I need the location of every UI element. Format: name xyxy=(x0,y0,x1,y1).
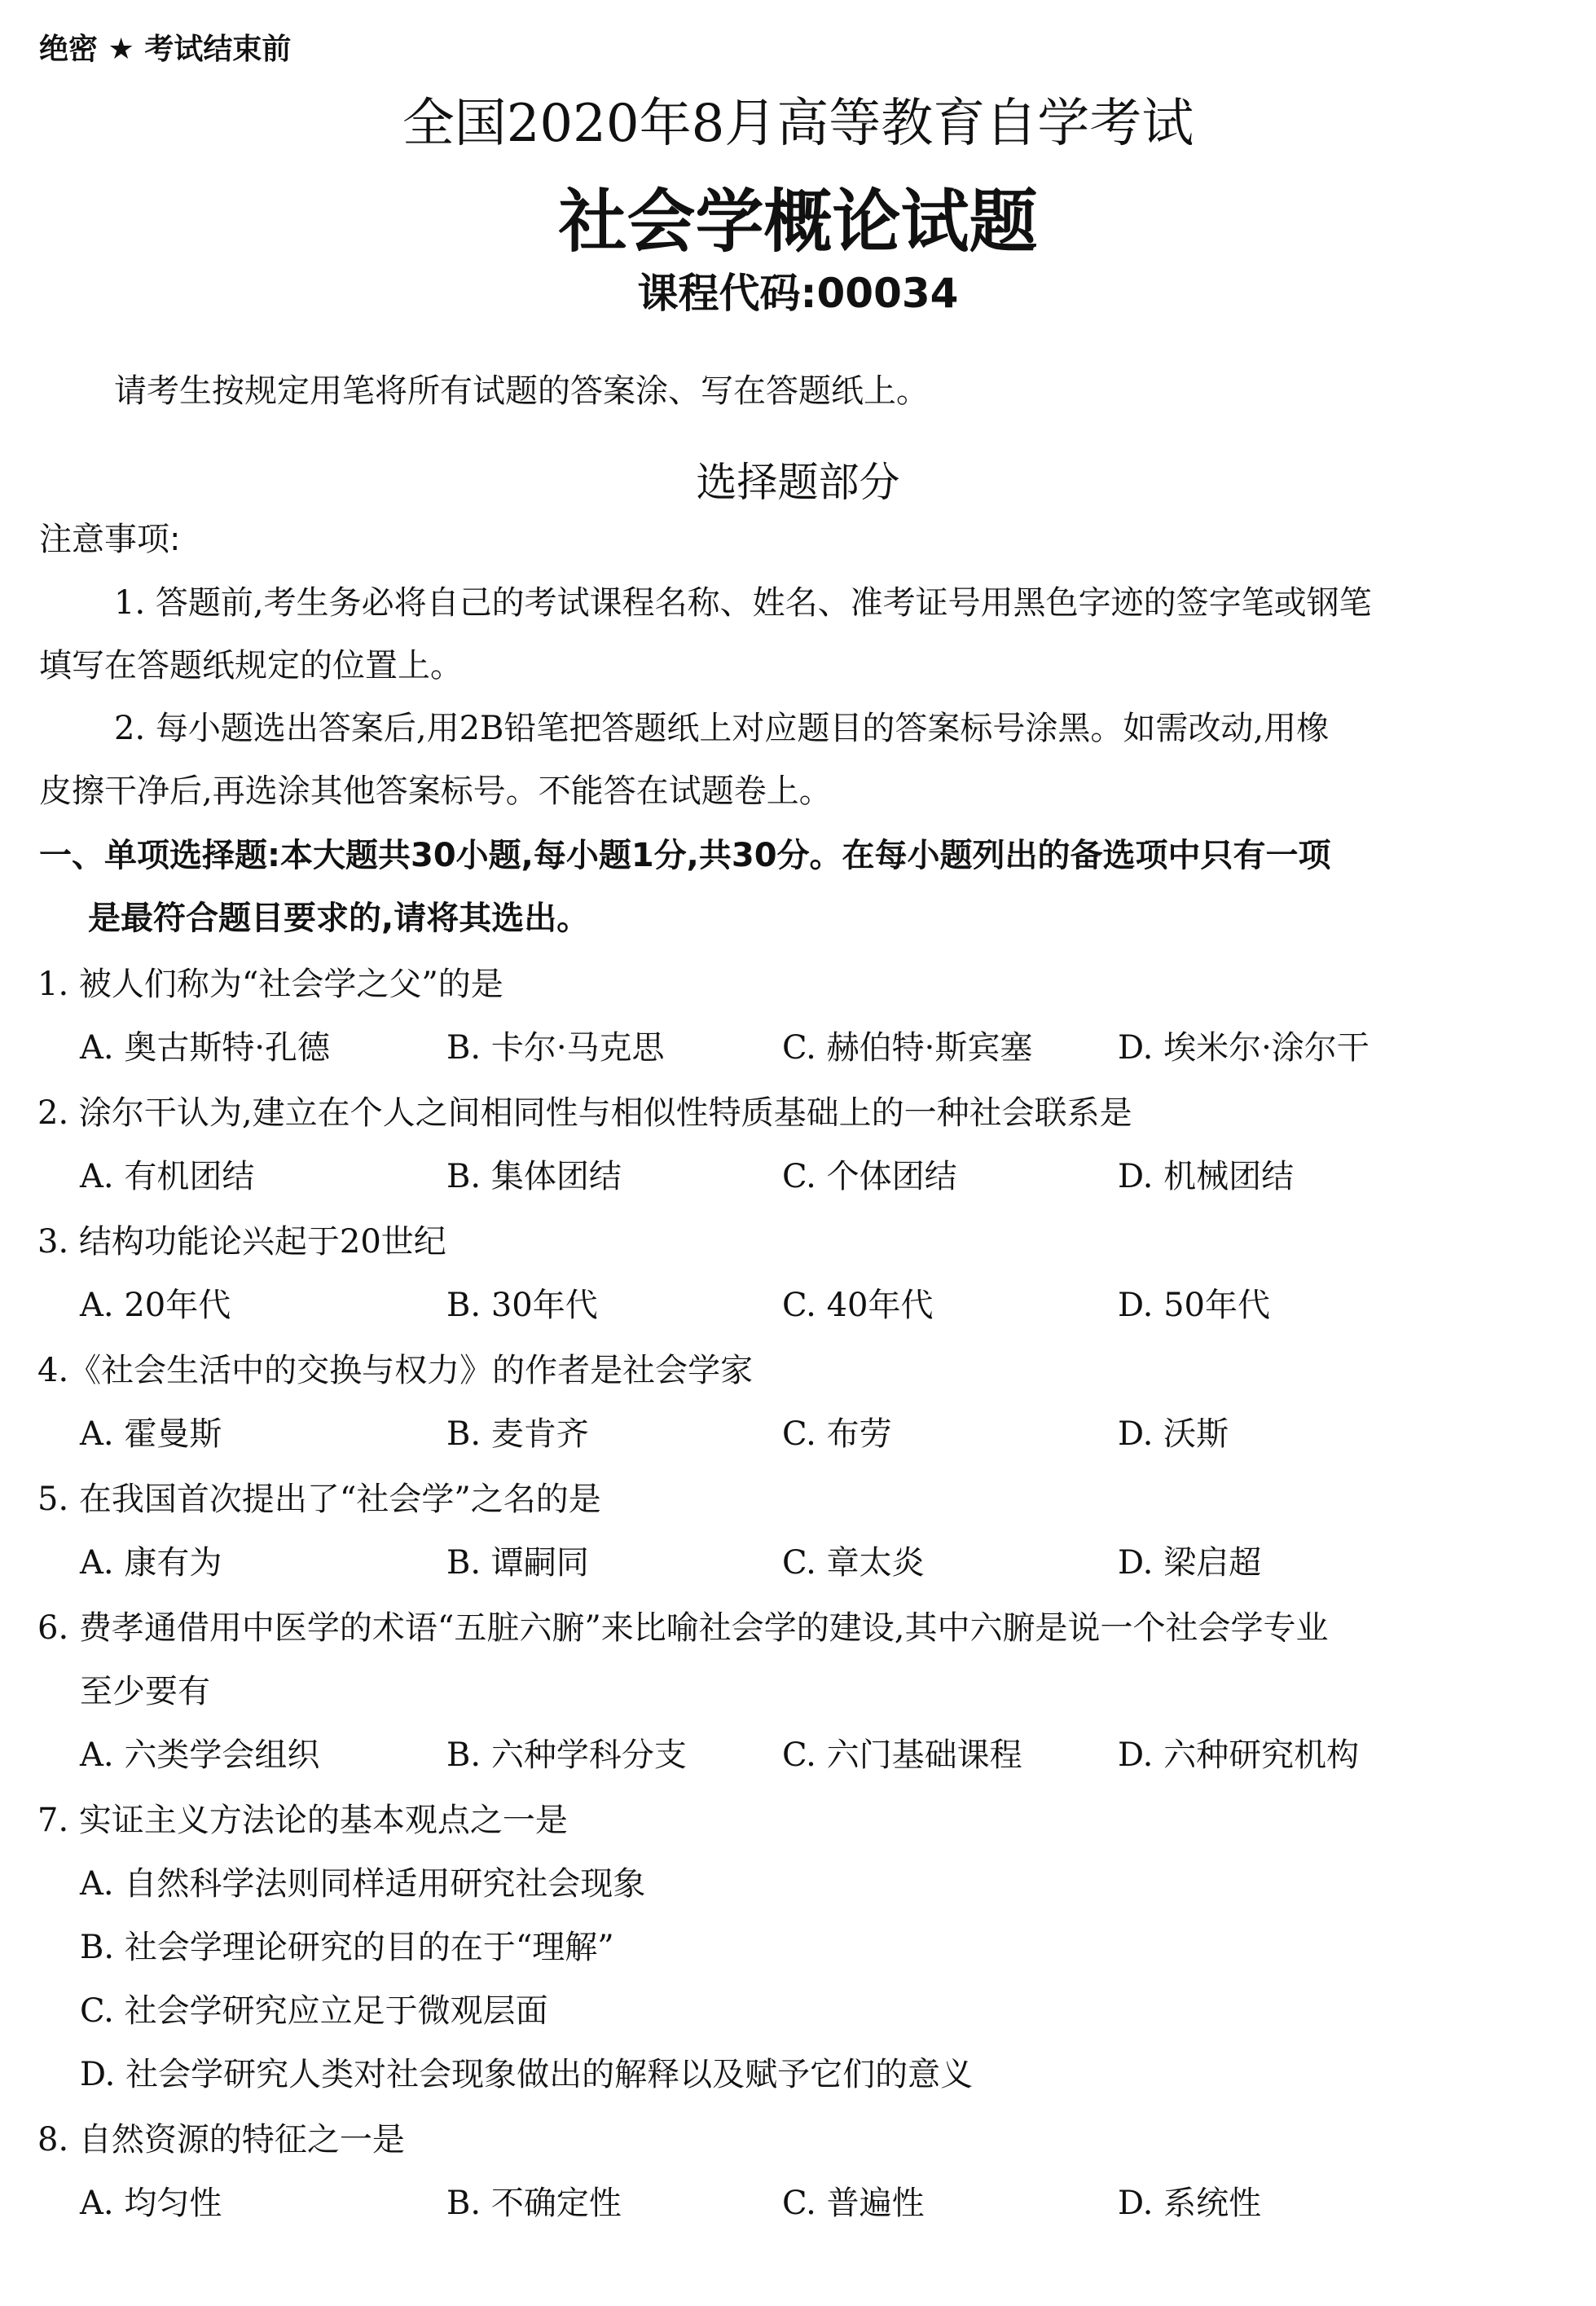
question-stem-1: 1. 被人们称为“社会学之父”的是 xyxy=(37,966,503,1003)
question-5-option-b: B. 谭嗣同 xyxy=(446,1544,589,1582)
question-stem-7: 7. 实证主义方法论的基本观点之一是 xyxy=(37,1802,568,1839)
question-8-option-d: D. 系统性 xyxy=(1118,2185,1262,2222)
question-2-option-b: B. 集体团结 xyxy=(446,1158,622,1195)
question-stem-2: 2. 涂尔干认为,建立在个人之间相同性与相似性特质基础上的一种社会联系是 xyxy=(37,1094,1132,1132)
question-3-option-d: D. 50年代 xyxy=(1118,1287,1270,1324)
question-7-option-b: B. 社会学理论研究的目的在于“理解” xyxy=(80,1929,614,1966)
question-5-option-c: C. 章太炎 xyxy=(782,1544,925,1582)
intro-instruction: 请考生按规定用笔将所有试题的答案涂、写在答题纸上。 xyxy=(114,372,929,410)
section-title: 选择题部分 xyxy=(696,459,900,506)
subject-title: 社会学概论试题 xyxy=(558,182,1038,262)
question-4-option-a: A. 霍曼斯 xyxy=(80,1415,222,1453)
notice-item-1-line-2: 填写在答题纸规定的位置上。 xyxy=(39,647,463,684)
question-7-option-a: A. 自然科学法则同样适用研究社会现象 xyxy=(80,1865,646,1903)
notice-item-2-line-2: 皮擦干净后,再选涂其他答案标号。不能答在试题卷上。 xyxy=(39,772,832,810)
question-3-option-c: C. 40年代 xyxy=(782,1287,934,1324)
question-3-option-a: A. 20年代 xyxy=(80,1287,231,1324)
question-stem-6: 6. 费孝通借用中医学的术语“五脏六腑”来比喻社会学的建设,其中六腑是说一个社会学专业 xyxy=(37,1609,1329,1647)
course-code: 课程代码:00034 xyxy=(637,270,959,317)
question-6-option-a: A. 六类学会组织 xyxy=(80,1736,320,1774)
question-4-option-c: C. 布劳 xyxy=(782,1415,892,1453)
question-1-option-c: C. 赫伯特·斯宾塞 xyxy=(782,1029,1033,1067)
question-8-option-a: A. 均匀性 xyxy=(80,2185,222,2222)
part1-instruction-line-1: 一、单项选择题:本大题共30小题,每小题1分,共30分。在每小题列出的备选项中只有一项 xyxy=(39,837,1331,874)
question-4-option-d: D. 沃斯 xyxy=(1118,1415,1229,1453)
question-7-option-c: C. 社会学研究应立足于微观层面 xyxy=(80,1992,548,2030)
question-5-option-a: A. 康有为 xyxy=(80,1544,222,1582)
question-1-option-d: D. 埃米尔·涂尔干 xyxy=(1118,1029,1370,1067)
question-3-option-b: B. 30年代 xyxy=(446,1287,598,1324)
question-8-option-c: C. 普遍性 xyxy=(782,2185,925,2222)
question-8-option-b: B. 不确定性 xyxy=(446,2185,622,2222)
question-6-option-c: C. 六门基础课程 xyxy=(782,1736,1022,1774)
notice-heading: 注意事项: xyxy=(39,521,181,558)
question-6-option-d: D. 六种研究机构 xyxy=(1118,1736,1360,1774)
question-2-option-a: A. 有机团结 xyxy=(80,1158,255,1195)
question-stem-4: 4.《社会生活中的交换与权力》的作者是社会学家 xyxy=(37,1352,754,1389)
question-2-option-d: D. 机械团结 xyxy=(1118,1158,1295,1195)
confidential-label: 绝密 ★ 考试结束前 xyxy=(39,33,292,66)
question-stem-5: 5. 在我国首次提出了“社会学”之名的是 xyxy=(37,1481,601,1518)
exam-title: 全国2020年8月高等教育自学考试 xyxy=(402,94,1194,154)
question-1-option-a: A. 奥古斯特·孔德 xyxy=(80,1029,331,1067)
question-5-option-d: D. 梁启超 xyxy=(1118,1544,1262,1582)
notice-item-1-line-1: 1. 答题前,考生务必将自己的考试课程名称、姓名、准考证号用黑色字迹的签字笔或钢笔 xyxy=(114,584,1372,622)
notice-item-2-line-1: 2. 每小题选出答案后,用2B铅笔把答题纸上对应题目的答案标号涂黑。如需改动,用橡 xyxy=(114,710,1330,747)
part1-instruction-line-2: 是最符合题目要求的,请将其选出。 xyxy=(88,900,590,937)
question-stem-6-cont: 至少要有 xyxy=(80,1673,210,1710)
question-6-option-b: B. 六种学科分支 xyxy=(446,1736,687,1774)
question-2-option-c: C. 个体团结 xyxy=(782,1158,957,1195)
question-7-option-d: D. 社会学研究人类对社会现象做出的解释以及赋予它们的意义 xyxy=(80,2056,974,2093)
question-1-option-b: B. 卡尔·马克思 xyxy=(446,1029,665,1067)
question-stem-8: 8. 自然资源的特征之一是 xyxy=(37,2121,405,2159)
question-stem-3: 3. 结构功能论兴起于20世纪 xyxy=(37,1223,446,1261)
question-4-option-b: B. 麦肯齐 xyxy=(446,1415,589,1453)
